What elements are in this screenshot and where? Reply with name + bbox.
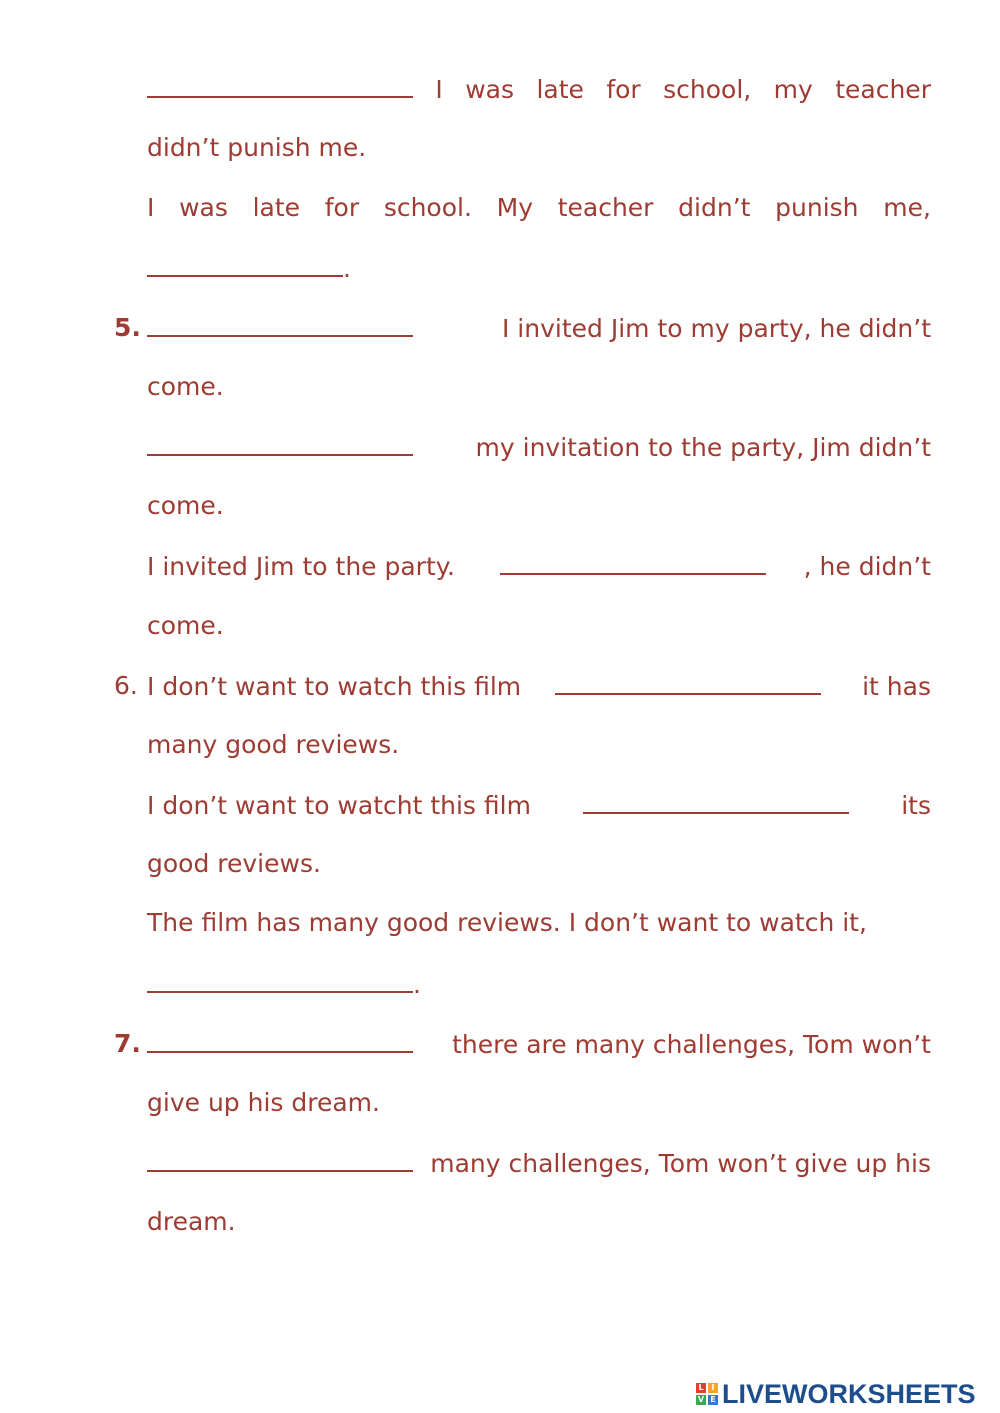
item4-line1: I was late for school, my teacher [147,72,931,107]
item4-line2: didn’t punish me. [147,133,367,162]
item5-line3: my invitation to the party, Jim didn’t [147,430,931,465]
item6-line2: many good reviews. [147,730,400,759]
item6-line6: . [147,967,931,1002]
item5-line5: I invited Jim to the party. , he didn’t [147,549,931,584]
item7-line4: dream. [147,1207,236,1236]
logo-tile: V [697,1395,705,1404]
item-number-5: 5. [114,313,141,342]
item4-line3: I was late for school. My teacher didn’t punish me, [147,193,931,222]
answer-blank[interactable] [147,1027,413,1053]
item7-line2: give up his dream. [147,1088,380,1117]
liveworksheets-logo-icon [696,1383,718,1405]
item7-line3: many challenges, Tom won’t give up his [147,1146,931,1181]
answer-blank[interactable] [147,1146,413,1172]
logo-tile: L [696,1383,706,1393]
item6-line5: The film has many good reviews. I don’t want to watch it, [147,908,867,937]
brand-name: LIVEWORKSHEETS [722,1378,976,1409]
logo-tile: E [708,1395,718,1405]
liveworksheets-brand [696,1376,976,1412]
logo-tile: I [708,1383,718,1393]
item4-line4: . [147,251,931,286]
item6-line1: I don’t want to watch this film it has [147,669,931,704]
item7-line1: there are many challenges, Tom won’t [147,1027,931,1062]
item5-line1: I invited Jim to my party, he didn’t [147,311,931,346]
item5-line2: come. [147,372,224,401]
item6-line3: I don’t want to watcht this film its [147,788,931,823]
answer-blank[interactable] [147,430,413,456]
answer-blank[interactable] [147,72,413,98]
item6-line4: good reviews. [147,849,321,878]
answer-blank[interactable] [147,311,413,337]
item5-line4: come. [147,491,224,520]
answer-blank[interactable] [583,788,849,814]
answer-blank[interactable] [555,669,821,695]
answer-blank[interactable] [147,967,413,993]
item-number-7: 7. [114,1029,141,1058]
answer-blank[interactable] [500,549,766,575]
answer-blank[interactable] [147,251,343,277]
item-number-6: 6. [114,671,138,700]
item5-line6: come. [147,611,224,640]
